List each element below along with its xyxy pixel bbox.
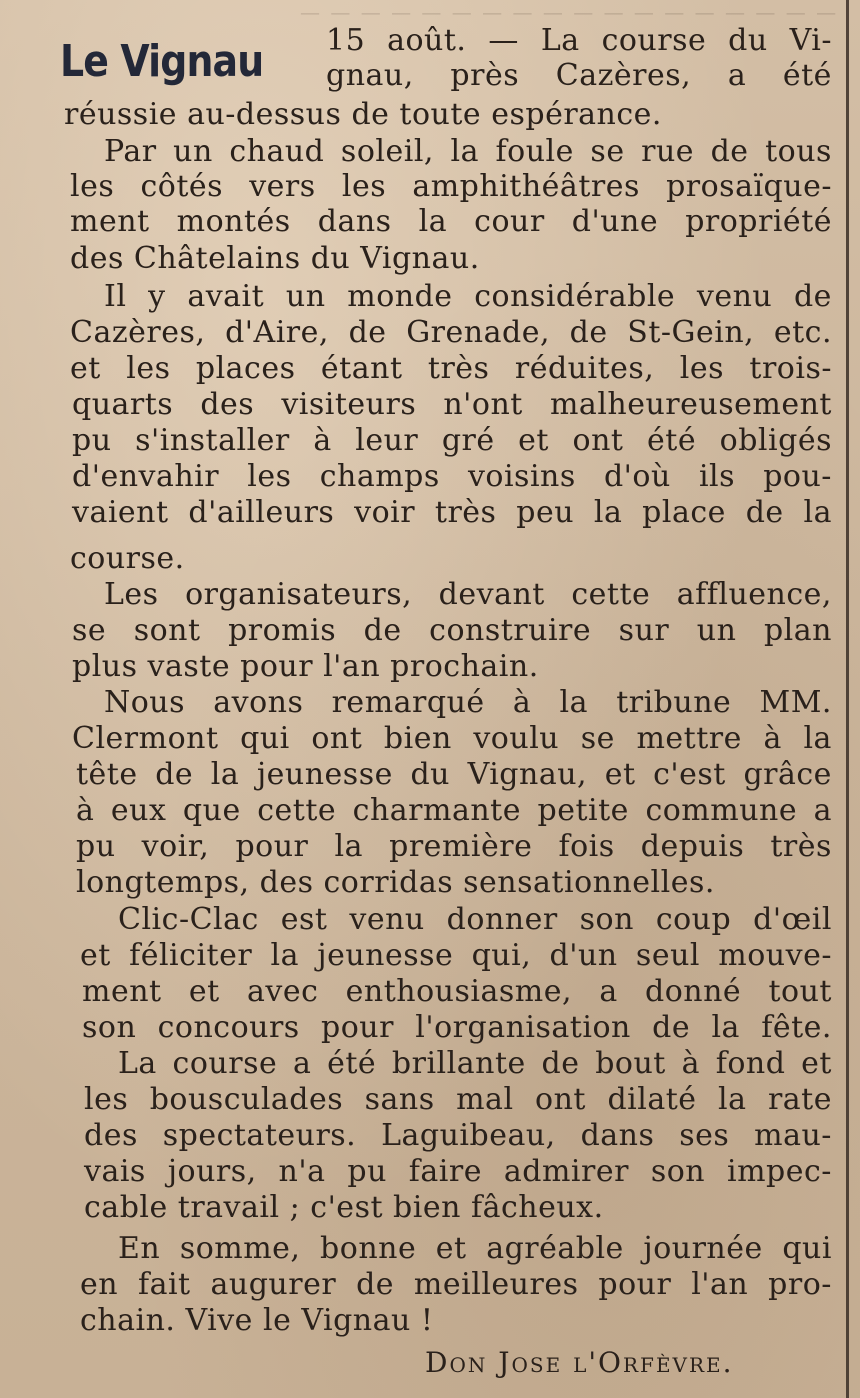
article-line: Nous avons remarqué à la tribune MM. <box>104 685 832 720</box>
article-line: vais jours, n'a pu faire admirer son impec- <box>84 1154 832 1189</box>
article-line: cable travail ; c'est bien fâcheux. <box>84 1190 604 1225</box>
article-line: les côtés vers les amphithéâtres prosaïque- <box>70 169 832 204</box>
article-line: tête de la jeunesse du Vignau, et c'est grâce <box>76 757 832 792</box>
column-rule <box>846 0 849 1398</box>
article-line: longtemps, des corridas sensationnelles. <box>76 865 715 900</box>
article-line: Les organisateurs, devant cette affluence, <box>104 577 832 612</box>
article-line: En somme, bonne et agréable journée qui <box>118 1231 832 1266</box>
article-line: d'envahir les champs voisins d'où ils pou- <box>72 459 832 494</box>
article-line: chain. Vive le Vignau ! <box>80 1303 434 1338</box>
article-line: et féliciter la jeunesse qui, d'un seul mouve- <box>80 938 832 973</box>
article-line: des Châtelains du Vignau. <box>70 241 480 276</box>
article-line: réussie au-dessus de toute espérance. <box>64 97 662 132</box>
article-line: à eux que cette charmante petite commune a <box>76 793 832 828</box>
article-line: Clic-Clac est venu donner son coup d'œil <box>118 902 832 937</box>
article-line: plus vaste pour l'an prochain. <box>72 649 539 684</box>
article-line: pu s'installer à leur gré et ont été obligés <box>72 423 832 458</box>
article-line: Clermont qui ont bien voulu se mettre à la <box>72 721 832 756</box>
article-line: Cazères, d'Aire, de Grenade, de St-Gein, etc. <box>70 315 832 350</box>
article-line: gnau, près Cazères, a été <box>326 58 832 93</box>
article-line: les bousculades sans mal ont dilaté la rate <box>84 1082 832 1117</box>
signature: Don Jose l'Orfèvre. <box>425 1346 734 1379</box>
bleed-through-text: — — — — — — — — — — — — — — — — — — <box>300 0 839 22</box>
article-line: Par un chaud soleil, la foule se rue de tous <box>104 134 832 169</box>
article-line: 15 août. — La course du Vi- <box>326 23 832 58</box>
article-line: vaient d'ailleurs voir très peu la place de la <box>72 495 832 530</box>
article-line: en fait augurer de meilleures pour l'an pro- <box>80 1267 832 1302</box>
article-line: La course a été brillante de bout à fond et <box>118 1046 832 1081</box>
article-line: son concours pour l'organisation de la fête. <box>82 1010 832 1045</box>
article-line: se sont promis de construire sur un plan <box>72 613 832 648</box>
article-line: course. <box>70 541 185 576</box>
article-line: des spectateurs. Laguibeau, dans ses mau- <box>84 1118 832 1153</box>
article-line: ment montés dans la cour d'une propriété <box>70 204 832 239</box>
article-line: ment et avec enthousiasme, a donné tout <box>82 974 832 1009</box>
article-line: Il y avait un monde considérable venu de <box>104 279 832 314</box>
article-title: Le Vignau <box>60 36 264 87</box>
article-line: et les places étant très réduites, les trois- <box>70 351 832 386</box>
article-line: quarts des visiteurs n'ont malheureusement <box>72 387 832 422</box>
article-line: pu voir, pour la première fois depuis très <box>76 829 832 864</box>
